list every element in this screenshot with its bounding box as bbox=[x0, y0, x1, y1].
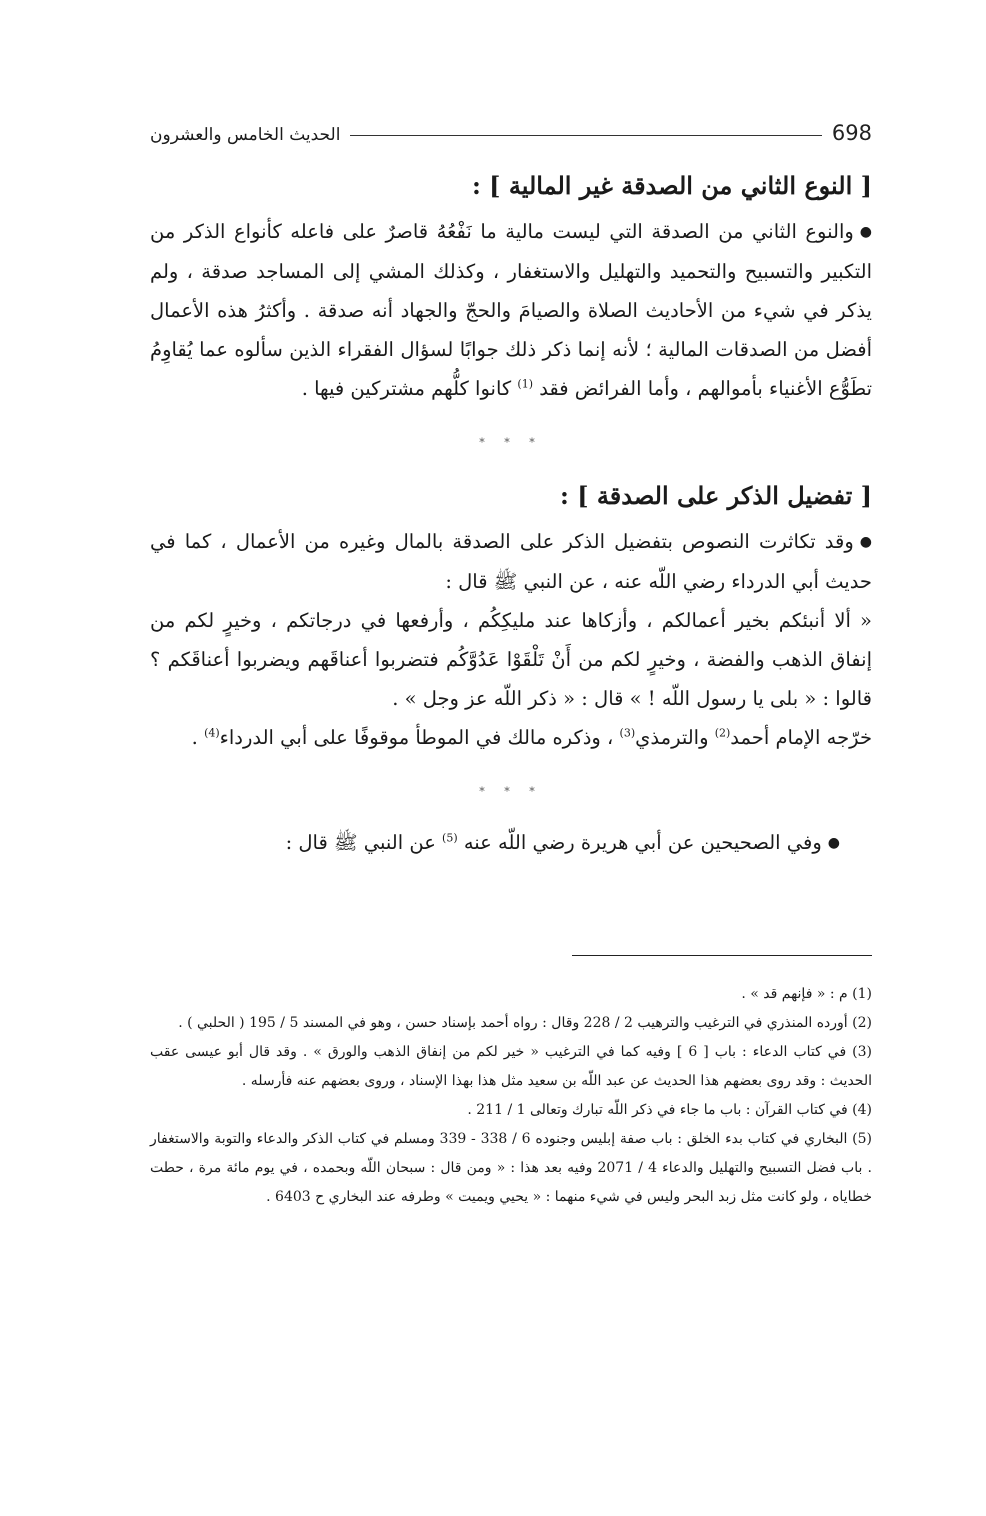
paragraph-1-end: كانوا كلُّهم مشتركين فيها . bbox=[301, 377, 512, 400]
footnote-ref-4: (4) bbox=[204, 726, 220, 740]
running-title: الحديث الخامس والعشرون bbox=[150, 125, 341, 145]
takhrij-b: والترمذي bbox=[635, 726, 709, 749]
footnote-separator bbox=[572, 955, 872, 956]
section-heading-1: [ النوع الثاني من الصدقة غير المالية ] : bbox=[471, 171, 872, 200]
header-rule bbox=[350, 135, 821, 136]
takhrij-a: خرّجه الإمام أحمد bbox=[730, 726, 872, 749]
paragraph-2-text: وقد تكاثرت النصوص بتفضيل الذكر على الصدقة بالمال وغيره من الأعمال ، كما في حديث أبي الدرداء رضي اللّه عنه ، عن النبي ﷺ قال : bbox=[150, 530, 872, 593]
paragraph-1-text: والنوع الثاني من الصدقة التي ليست مالية ما نَفْعُهُ قاصرٌ على فاعله كأنواع الذكر من التكبير والتسبيح والتحميد والتهليل والاستغفار ، وكذلك المشي إلى المساجد صدقة ، ولم يذكر في شيء من الأحاديث الصلاة والصيامَ والحجّ والجهاد أنه صدقة . وأكثرُ هذه الأعمال أفضل من الصدقات المالية ؛ لأنه إنما ذكر ذلك جوابًا لسؤال الفقراء الذين سألوه عما يُقاوِمُ تطَوُّع الأغنياء بأموالهم ، وأما الفرائض فقد bbox=[150, 220, 872, 400]
running-header bbox=[150, 114, 872, 144]
page-number: 698 bbox=[831, 121, 872, 145]
footnote-2: (2) أورده المنذري في الترغيب والترهيب 2 / 228 وقال : رواه أحمد بإسناد حسن ، وهو في المسند 5 / 195 ( الحلبي ) . bbox=[178, 1015, 872, 1031]
paragraph-1 bbox=[150, 212, 872, 408]
main-text bbox=[150, 164, 872, 863]
footnote-1: (1) م : « فإنهم قد » . bbox=[741, 986, 872, 1002]
separator-2: * * * bbox=[479, 785, 543, 798]
separator-1: * * * bbox=[479, 436, 543, 449]
paragraph-3-a: وفي الصحيحين عن أبي هريرة رضي اللّه عنه bbox=[463, 831, 822, 854]
section-heading-2: [ تفضيل الذكر على الصدقة ] : bbox=[560, 481, 872, 510]
footnote-ref-1: (1) bbox=[517, 377, 533, 391]
paragraph-3-b: عن النبي ﷺ قال : bbox=[285, 831, 436, 854]
takhrij-line bbox=[150, 718, 872, 757]
footnote-3: (3) في كتاب الدعاء : باب [ 6 ] وفيه كما في الترغيب « خير لكم من إنفاق الذهب والورق » . وقد قال أبو عيسى عقب الحديث : وقد روى بعضهم هذا الحديث عن عبد اللّه بن سعيد مثل هذا بهذا الإسناد ، وروى بعضهم عنه فأرسله . bbox=[150, 1044, 872, 1089]
takhrij-c: ، وذكره مالك في الموطأ موقوفًا على أبي الدرداء bbox=[219, 726, 614, 749]
paragraph-2 bbox=[150, 522, 872, 601]
footnote-ref-5: (5) bbox=[442, 831, 458, 845]
page bbox=[150, 0, 872, 1516]
footnote-ref-3: (3) bbox=[619, 726, 636, 740]
footnote-4: (4) في كتاب القرآن : باب ما جاء في ذكر اللّه تبارك وتعالى 1 / 211 . bbox=[467, 1102, 872, 1118]
hadith-quote: « ألا أنبئكم بخير أعمالكم ، وأزكاها عند مليكِكُم ، وأرفعها في درجاتكم ، وخيرٍ لكم من إنفاق الذهب والفضة ، وخيرٍ لكم من أَنْ تَلْقَوْا عَدُوَّكُم فتضربوا أعناقَهم ويضربوا أعناقَكم ؟ قالوا : « بلى يا رسول اللّه ! » قال : « ذكر اللّه عز وجل » . bbox=[150, 609, 872, 710]
takhrij-d: . bbox=[191, 726, 198, 749]
footnote-ref-2: (2) bbox=[714, 726, 731, 740]
footnotes bbox=[150, 980, 872, 1212]
bullet-icon: ● bbox=[859, 534, 872, 550]
bullet-icon: ● bbox=[859, 224, 872, 240]
footnote-5: (5) البخاري في كتاب بدء الخلق : باب صفة إبليس وجنوده 6 / 338 - 339 ومسلم في كتاب الذكر والدعاء والتوبة والاستغفار . باب فضل التسبيح والتهليل والدعاء 4 / 2071 وفيه بعد هذا : « ومن قال : سبحان اللّه وبحمده ، في يوم مائة مرة ، حطت خطاياه ، ولو كانت مثل زبد البحر وليس في شيء منهما : « يحيي ويميت » وطرفه عند البخاري ح 6403 . bbox=[150, 1131, 873, 1205]
bullet-icon: ● bbox=[827, 835, 840, 851]
paragraph-3 bbox=[150, 823, 872, 863]
